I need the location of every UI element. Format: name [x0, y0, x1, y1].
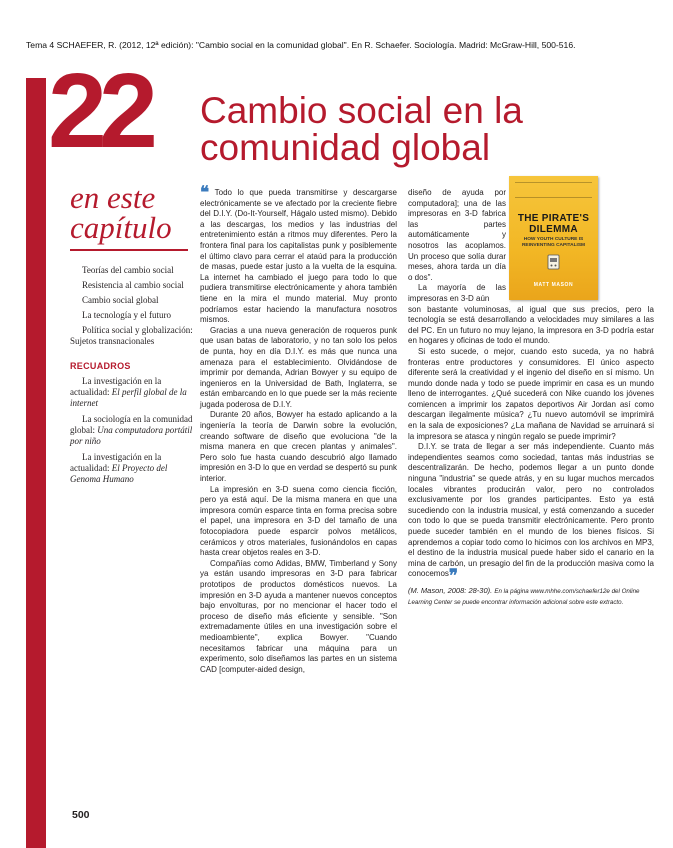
article-column-2-top	[408, 188, 506, 305]
recuadro-prefix: La sociología en la comunidad global:	[70, 414, 193, 435]
book-author: MATT MASON	[533, 282, 574, 288]
citation-reference: (M. Mason, 2008: 28-30).	[408, 586, 493, 596]
book-title-line-2: DILEMMA	[529, 224, 578, 235]
recuadros-heading: RECUADROS	[70, 361, 131, 371]
chapter-sidebar	[70, 180, 198, 485]
recuadro-item[interactable]	[70, 414, 198, 447]
article-paragraph: Compañías como Adidas, BMW, Timberland y Sony ya están usando impresoras en 3-D para fabricar prototipos de productos domésticos nuevos. La impresión en 3-D ayuda a mantener nuevos conceptos bajo envolturas, por no mencionar el hacer todo el proceso de diseño más eficiente y sensible. "Son extremadamente útiles en una investigación sobre el medioambiente", explica Bowyer. "Cuando necesitamos fabricar una máquina para un experimento, solo diseñamos las partes en un sistema CAD [computer-aided design,	[200, 558, 397, 674]
toc-item[interactable]: La tecnología y el futuro	[82, 310, 171, 320]
recuadro-title: El perfil global de la internet	[70, 387, 187, 408]
book-title-line-1: THE PIRATE'S	[517, 213, 590, 224]
recuadro-title: Una computadora portátil por niño	[70, 425, 193, 446]
article-paragraph-text: Todo lo que pueda transmitirse y descargarse electrónicamente se ve afectado por la creciente fiebre del D.I.Y. (Do-It-Yourself, Hágalo usted mismo). Debido a las descargas, los medios y las industrias del entretenimiento están a ritmos muy diferentes. Pero la frontera final para los capitalistas punk y posiblemente el último clavo para cerrar el ataúd para la producción de masas, puede estar justo a la vuelta de la esquina. La internet ha cambiado el juego para todo lo que pudiera transmitirse electrónicamente y ahora también tiene en la mira el mundo material. Muy pronto podríamos estar haciendo la manufactura nosotros mismos.	[200, 188, 398, 325]
recuadro-item[interactable]	[70, 452, 198, 485]
article-paragraph: Durante 20 años, Bowyer ha estado aplicando a la ingeniería la teoría de Darwin sobre la evolución, creando software de diseño que evoluciona "de la misma manera en que crecen plantas y animales". Pero solo fue hasta cuando descubrió algo llamado impresión en 3-D lo que en verdad se despertó su punk interior.	[200, 410, 398, 484]
toc-item[interactable]: Resistencia al cambio social	[82, 280, 184, 290]
article-paragraph	[200, 183, 398, 326]
recuadro-prefix: La investigación en la actualidad:	[70, 376, 162, 397]
toc-item[interactable]: Cambio social global	[82, 295, 159, 305]
toc-item[interactable]: Teorías del cambio social	[82, 265, 174, 275]
sidebar-heading-line-1: en este	[70, 180, 156, 215]
article-paragraph	[408, 442, 654, 586]
citation	[408, 586, 654, 607]
page-number: 500	[72, 809, 90, 821]
book-subtitle-line-1: HOW YOUTH CULTURE IS	[523, 237, 584, 242]
article-paragraph: son bastante voluminosas, al igual que sus precios, pero la tecnología se está desarrollando a velocidades muy similares a las del PC. En un futuro no muy lejano, la impresora en 3-D podría estar en hogares y oficinas de todo el mundo.	[408, 304, 654, 346]
source-header: Tema 4 SCHAEFER, R. (2012, 12ª edición): "Cambio social en la comunidad global". En R. Schaefer. Sociología. Madrid: McGraw-Hill, 500-516.	[26, 40, 576, 50]
sidebar-heading	[70, 180, 198, 245]
recuadro-title: El Proyecto del Genoma Humano	[70, 463, 168, 484]
chapter-title-line-1: Cambio social en la	[200, 90, 523, 131]
article-column-1	[200, 183, 398, 675]
article-paragraph: La impresión en 3-D suena como ciencia ficción, pero ya está aquí. De la misma manera en que una impresora común esparce tinta en forma precisa sobre el papel, una impresora en 3-D del tamaño de una fotocopiadora puede esparcir polvos metálicos, cerámicos y otros materiales, fusionándolos en capas hasta crear objetos reales en 3-D.	[200, 484, 397, 558]
table-of-contents	[70, 265, 198, 347]
recuadro-item[interactable]	[70, 376, 198, 409]
article-paragraph: Gracias a una nueva generación de roqueros punk que usan batas de laboratorio, y no tan solo los pelos de punta, hoy en día D.I.Y. es más que nunca una amenaza para el establecimiento. Olvidándose de imprimir por demanda, Adrian Bowyer y su equipo de ingenieros en la Universidad de Bath, Inglaterra, se están embarcando en lo que puede ser la más reciente jugada poderosa de D.I.Y.	[200, 325, 397, 409]
chapter-title	[200, 92, 523, 166]
sidebar-heading-line-2: capítulo	[70, 210, 172, 245]
article-paragraph: Si esto sucede, o mejor, cuando esto suceda, ya no habrá fronteras entre productores y consumidores. El único aspecto diferente será la creatividad y el ingenio del diseño en sí mismo. Un mundo donde nada y todo se puede imprimir en casa es un mundo lleno de interrogantes. ¿Qué sucederá con Nike cuando los jóvenes comiencen a imprimir los zapatos deportivos Air Jordan así como descargan ilegalmente música? ¿Tu nuevo automóvil se imprimirá en la sala de exposiciones? ¿La mañana de Navidad se arruinará si la impresora se atasca y ningún regalo se puede imprimir?	[408, 346, 654, 441]
chapter-red-bar	[26, 78, 46, 848]
article-paragraph: La mayoría de las impresoras en 3-D aún	[408, 283, 506, 303]
chapter-title-line-2: comunidad global	[200, 127, 491, 168]
article-paragraph: diseño de ayuda por computadora]; una de las impresoras en 3-D fabrica las partes automáticamente y nosotros las acoplamos. Un proceso que solía durar meses, ahora tarda un día o dos".	[408, 188, 506, 282]
article-paragraph-text: D.I.Y. se trata de llegar a ser más independiente. Cuanto más independientes seamos como sociedad, tantas más industrias se descentralizarán. De hecho, podemos llegar a un punto donde ninguna "industria" se quede atrás, y en su lugar muchos mercados locales vibrantes producirán valor, pero no controlados exclusivamente por los grandes participantes. Esto ya está sucediendo con la industria musical, y está comenzando a suceder con todo lo que se pueda transmitir electrónicamente. Pero pronto puede suceder también en el mundo de los bienes físicos. Si aprendemos a copiar todo como lo hicimos con los archivos en MP3, el destino de la industria musical puede haber sido el canario en la mina de carbón, un presagio del fin de la producción masiva como la conocemos	[408, 442, 654, 579]
chapter-number: 22	[48, 52, 150, 170]
toc-item[interactable]: Política social y globalización: Sujetos transnacionales	[70, 325, 193, 346]
close-quote-icon: ❞	[448, 566, 459, 586]
sidebar-divider	[70, 249, 188, 251]
open-quote-icon: ❝	[200, 183, 210, 202]
feature-excerpt	[200, 183, 654, 828]
book-subtitle-line-2: REINVENTING CAPITALISM	[521, 242, 586, 248]
citation-note[interactable]: En la página www.mhhe.com/schaefer12e del Online Learning Center se puede encontrar información adicional sobre este extracto.	[408, 588, 640, 606]
recuadro-prefix: La investigación en la actualidad:	[70, 452, 162, 473]
article-column-2	[408, 188, 654, 608]
